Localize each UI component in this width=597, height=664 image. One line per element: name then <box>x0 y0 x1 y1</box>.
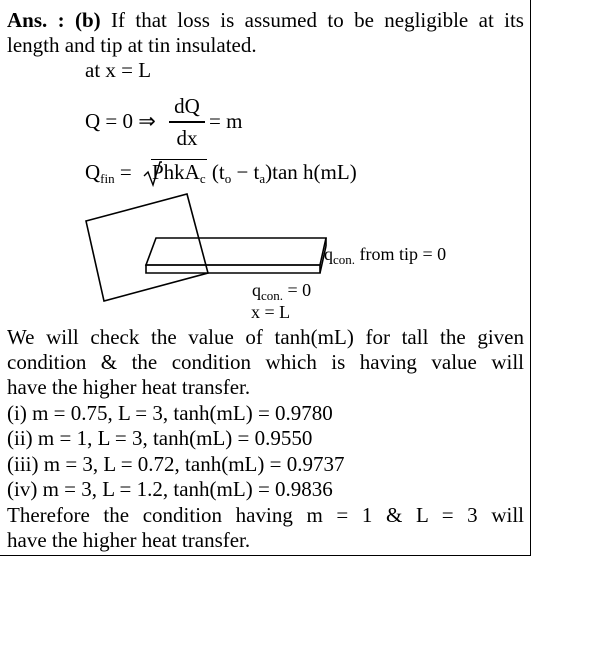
t-a-term: − t <box>231 160 260 184</box>
q-fin-equals: = <box>119 160 132 184</box>
t-o-term: (t <box>211 160 225 184</box>
body-line-3: have the higher heat transfer. <box>7 375 251 399</box>
tip-heat-label <box>324 244 446 268</box>
conclusion-line-1: Therefore the condition having m = 1 & L = 3 will <box>7 503 524 527</box>
q-tip-symbol: q <box>324 244 333 264</box>
q-zero-implies: Q = 0 ⇒ <box>85 109 156 133</box>
q-fin-symbol: Q <box>85 160 101 184</box>
sqrt-text: PhkA <box>151 160 200 184</box>
case-iv: (iv) m = 3, L = 1.2, tanh(mL) = 0.9836 <box>7 477 333 501</box>
from-tip-text: from tip = 0 <box>359 244 447 264</box>
boundary-condition: at x = L <box>85 58 152 82</box>
q-tip-subscript: con. <box>333 252 356 267</box>
bottom-heat-label <box>252 280 311 304</box>
wall-plate <box>86 194 208 301</box>
intro-line-2: length and tip at tin insulated. <box>7 33 257 57</box>
q-bottom-equals: = 0 <box>287 280 312 300</box>
q-bottom-symbol: q <box>252 280 261 300</box>
q-fin-subscript: fin <box>100 171 115 186</box>
fin-front-face <box>146 265 320 273</box>
fraction-numerator: dQ <box>174 94 200 118</box>
equals-m: = m <box>209 109 243 133</box>
body-line-2: condition & the condition which is having value will <box>7 350 524 374</box>
tanh-term: )tan h(mL) <box>265 160 357 184</box>
fin-top-face <box>146 238 326 265</box>
conclusion-line-2: have the higher heat transfer. <box>7 528 251 552</box>
body-line-1: We will check the value of tanh(mL) for tall the given <box>7 325 524 349</box>
q-bottom-subscript: con. <box>261 288 284 303</box>
t-a-subscript: a <box>259 171 266 186</box>
fraction-denominator: dx <box>176 126 198 150</box>
x-equals-l-label: x = L <box>251 302 291 322</box>
case-i: (i) m = 0.75, L = 3, tanh(mL) = 0.9780 <box>7 401 333 425</box>
case-ii: (ii) m = 1, L = 3, tanh(mL) = 0.9550 <box>7 426 313 450</box>
sqrt-subscript: c <box>199 171 206 186</box>
intro-text-1: If that loss is assumed to be negligible at its <box>100 8 524 32</box>
sqrt-sign <box>144 162 162 185</box>
answer-label: Ans. : (b) <box>7 8 101 32</box>
t-o-subscript: o <box>224 171 232 186</box>
case-iii: (iii) m = 3, L = 0.72, tanh(mL) = 0.9737 <box>7 452 345 476</box>
